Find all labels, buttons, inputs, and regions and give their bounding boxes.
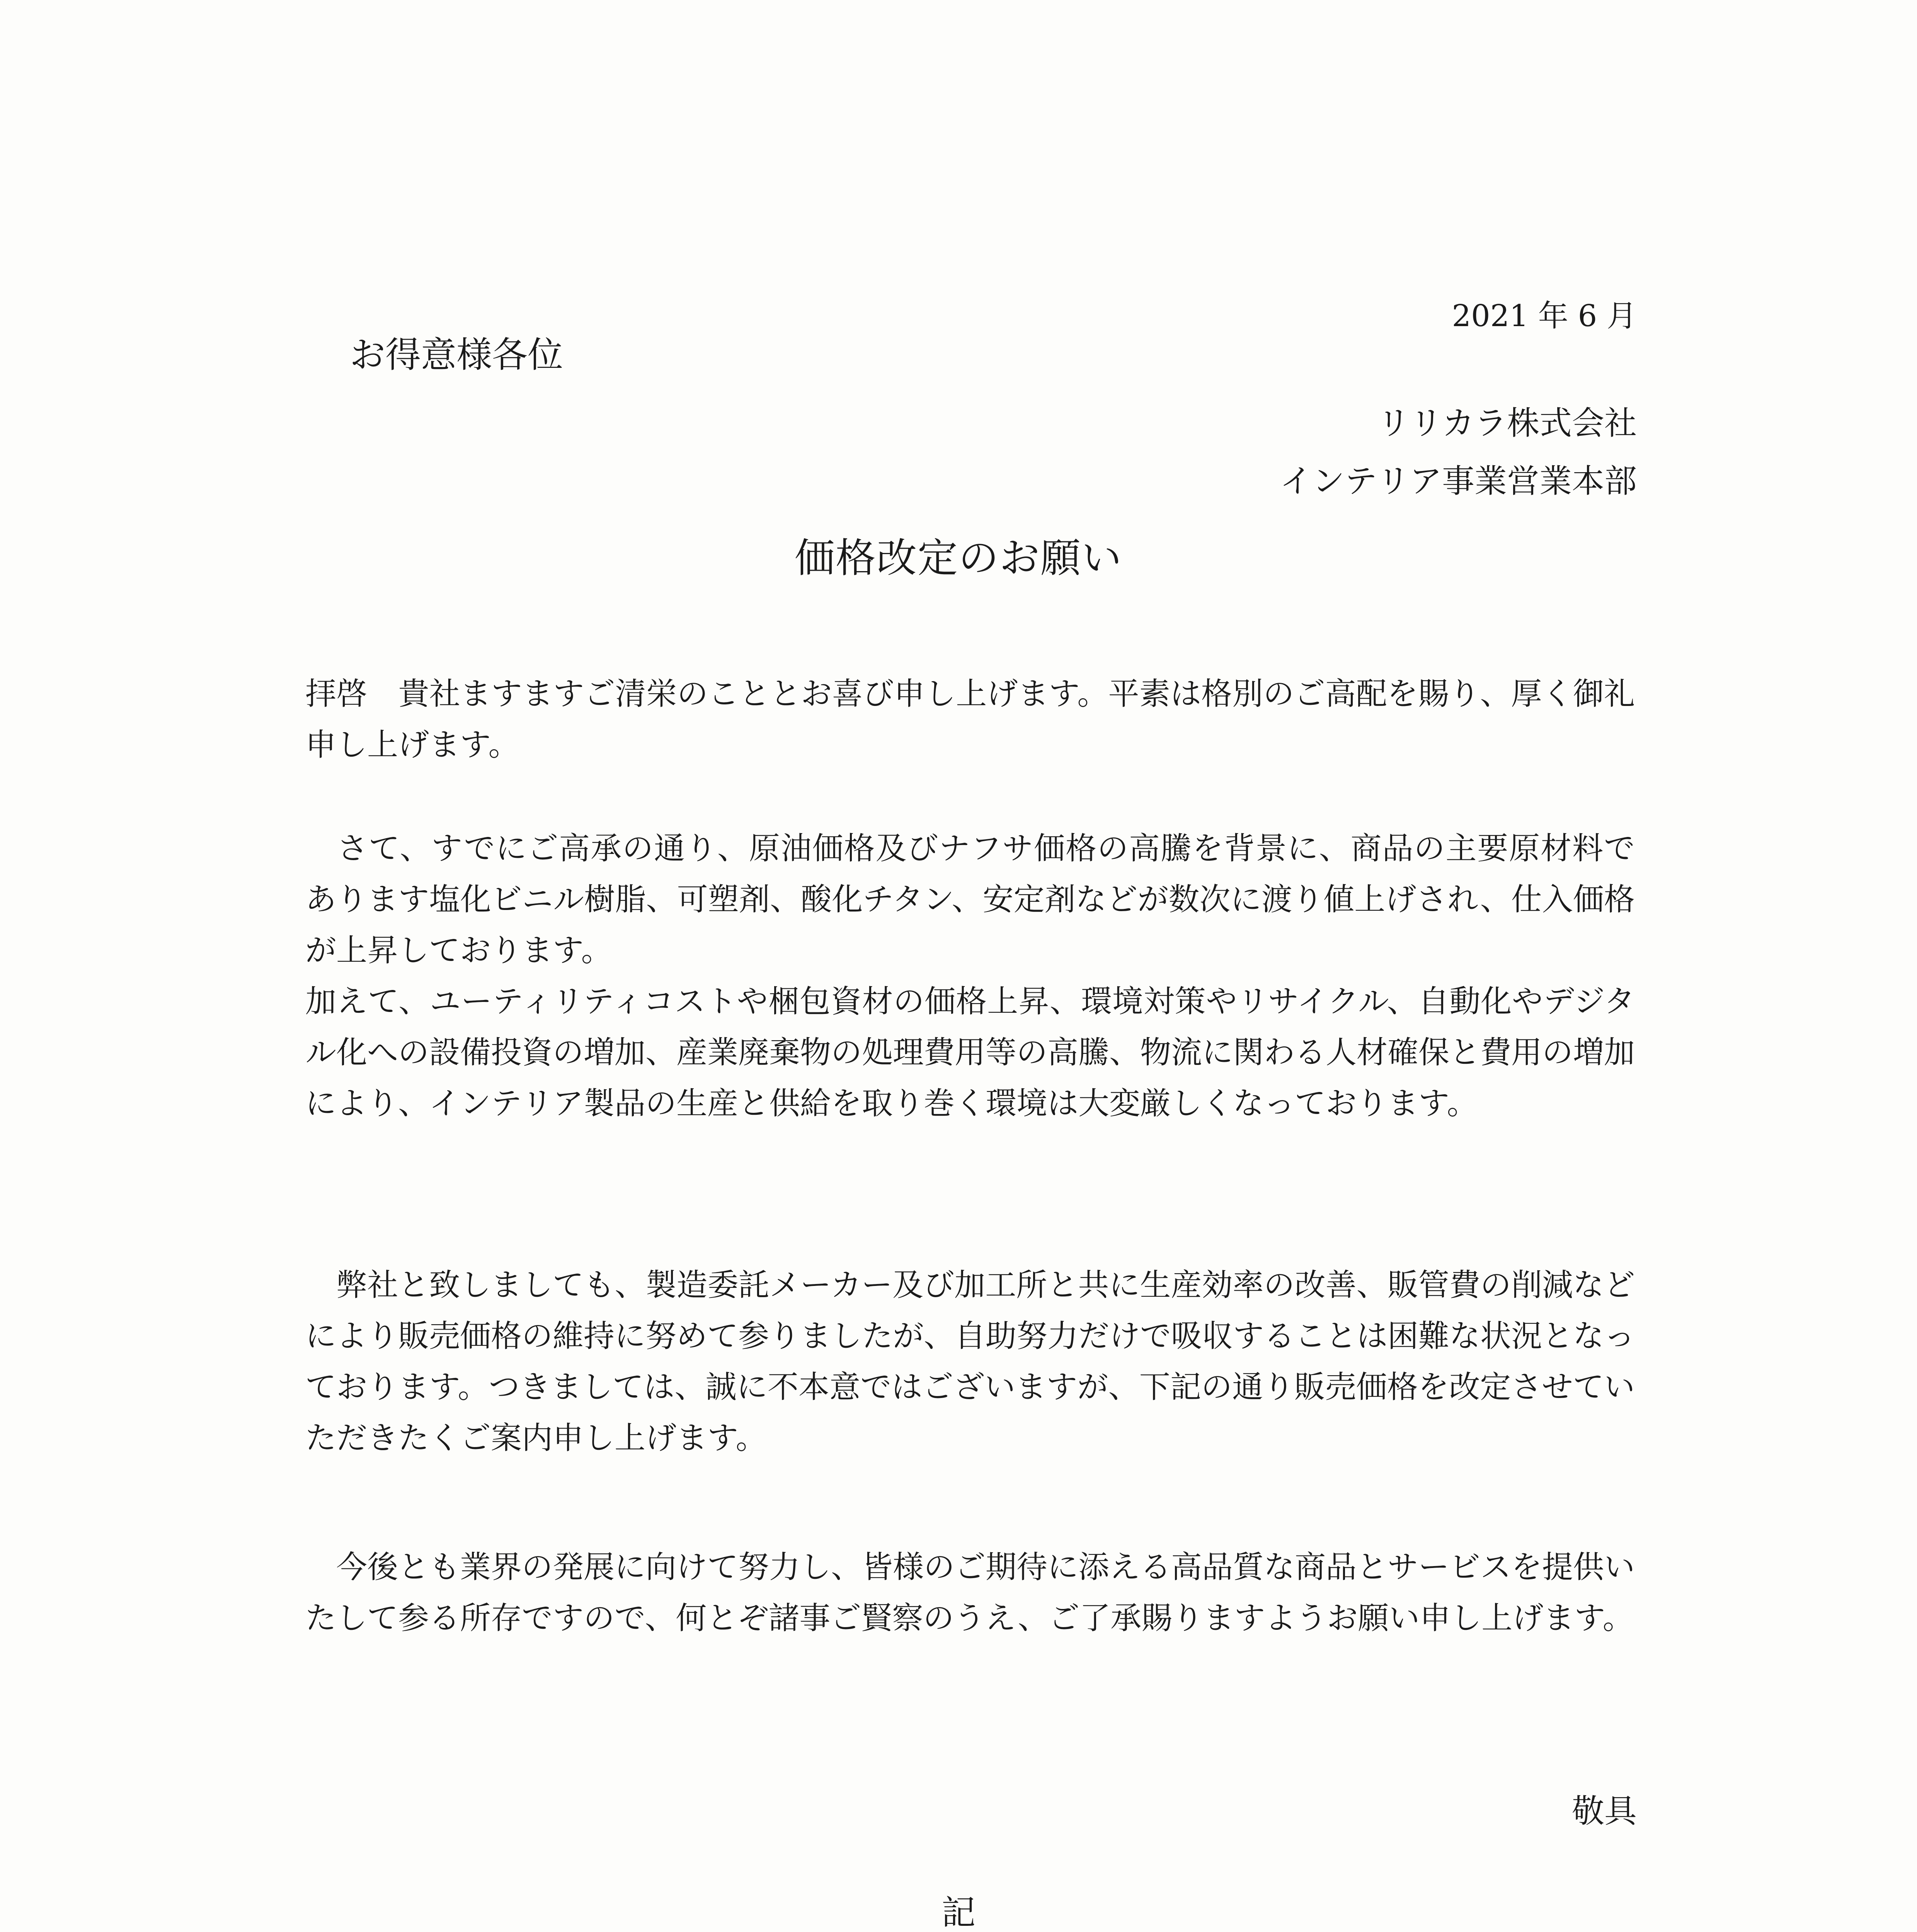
closing-paragraph bbox=[305, 1542, 1635, 1644]
greeting-paragraph bbox=[305, 668, 1635, 770]
sender-block bbox=[1280, 394, 1637, 510]
document-date: 2021 年 6 月 bbox=[1452, 299, 1637, 333]
closing-word: 敬具 bbox=[1571, 1792, 1637, 1830]
body-paragraph: 拝啓 貴社ますますご清栄のこととお喜び申し上げます。平素は格別のご高配を賜り、厚く御礼申し上げます。 bbox=[305, 676, 1635, 763]
request-paragraph bbox=[305, 1260, 1635, 1464]
sender-department: インテリア事業営業本部 bbox=[1279, 462, 1637, 500]
document-title: 価格改定のお願い bbox=[794, 534, 1122, 582]
reason-paragraph bbox=[305, 823, 1635, 1129]
body-paragraph: 弊社と致しましても、製造委託メーカー及び加工所と共に生産効率の改善、販管費の削減などにより販売価格の維持に努めて参りましたが、自助努力だけで吸収することは困難な状況となっております。つきましては、誠に不本意ではございますが、下記の通り販売価格を改定させていただきたくご案内申し上げます。 bbox=[305, 1267, 1635, 1456]
body-paragraph: 今後とも業界の発展に向けて努力し、皆様のご期待に添える高品質な商品とサービスを提供いたして参る所存ですので、何とぞ諸事ご賢察のうえ、ご了承賜りますようお願い申し上げます。 bbox=[305, 1549, 1635, 1636]
body-paragraph: 加えて、ユーティリティコストや梱包資材の価格上昇、環境対策やリサイクル、自動化やデジタル化への設備投資の増加、産業廃棄物の処理費用等の高騰、物流に関わる人材確保と費用の増加により、インテリア製品の生産と供給を取り巻く環境は大変厳しくなっております。 bbox=[305, 983, 1635, 1121]
addressee: お得意様各位 bbox=[350, 334, 564, 376]
body-paragraph: さて、すでにご高承の通り、原油価格及びナフサ価格の高騰を背景に、商品の主要原材料であります塩化ビニル樹脂、可塑剤、酸化チタン、安定剤などが数次に渡り値上げされ、仕入価格が上昇しております。 bbox=[305, 830, 1635, 968]
sender-company: リリカラ株式会社 bbox=[1377, 404, 1637, 442]
ki-heading: 記 bbox=[941, 1893, 976, 1932]
